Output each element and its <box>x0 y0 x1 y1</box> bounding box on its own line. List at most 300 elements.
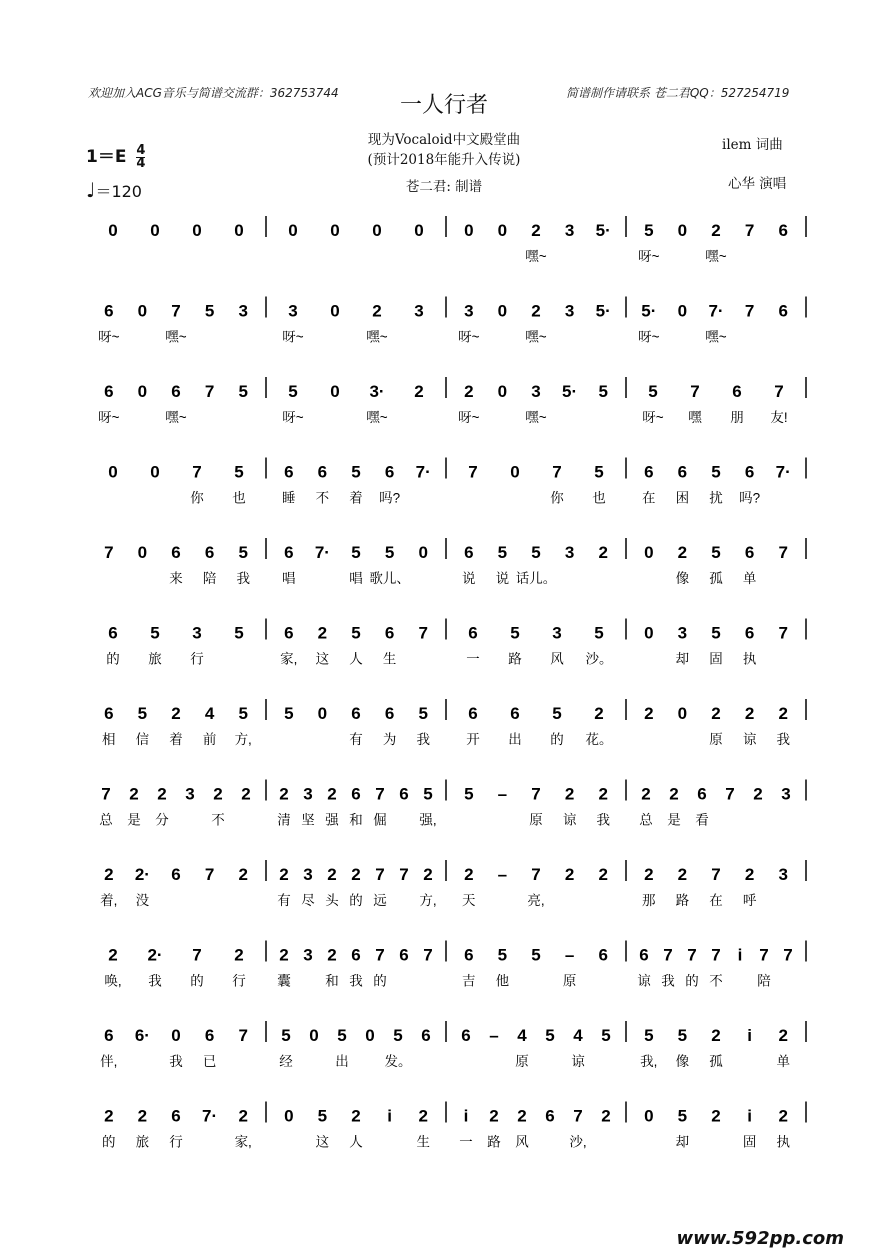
note: 5 <box>150 623 160 643</box>
lyric: 呀~ <box>458 410 480 425</box>
lyric: 生 <box>382 651 397 667</box>
lyric: 行 <box>169 1134 183 1150</box>
note: 6 <box>284 623 294 643</box>
note: 2 <box>327 865 337 884</box>
lyric: 单 <box>742 571 757 586</box>
note: 5 <box>418 704 428 723</box>
note: 7 <box>783 945 793 965</box>
lyric: 我 <box>776 732 790 747</box>
lyric: 谅 <box>571 1054 585 1069</box>
lyric: 清 <box>277 812 291 828</box>
lyric: 开 <box>466 732 480 747</box>
lyric: 这 <box>315 1134 330 1150</box>
lyric: 谅 <box>637 973 651 989</box>
note: 0 <box>330 382 340 401</box>
note: 6 <box>171 543 181 562</box>
note: 2 <box>711 704 721 723</box>
note: 3 <box>238 301 248 321</box>
lyric: 这 <box>315 651 330 667</box>
note: 2 <box>423 865 433 884</box>
lyric: 也 <box>232 490 246 506</box>
note: 3 <box>677 623 688 643</box>
lyric: 不 <box>315 490 330 506</box>
note: 5 <box>711 462 721 482</box>
lyric: 你 <box>190 490 204 506</box>
lyric: 却 <box>675 651 690 667</box>
lyric: 方, <box>234 732 252 747</box>
note: 0 <box>510 462 520 482</box>
lyric: 孤 <box>709 1054 723 1069</box>
lyric: 我 <box>169 1054 183 1069</box>
note: – <box>564 945 575 965</box>
note: 5 <box>137 704 148 723</box>
note: 3 <box>303 865 313 884</box>
note: 2 <box>711 1026 721 1045</box>
arranger-credit: 苍二君: 制谱 <box>405 179 483 195</box>
lyric: 经 <box>279 1054 293 1069</box>
note: 5 <box>317 1106 328 1126</box>
lyric: 分 <box>155 812 169 828</box>
note: i <box>747 1026 752 1045</box>
lyric: 嘿~ <box>165 410 187 425</box>
note: – <box>497 784 508 804</box>
note: 5 <box>711 543 721 562</box>
note: 3 <box>564 543 575 562</box>
lyric: 友! <box>770 410 788 425</box>
note: 7 <box>468 462 478 482</box>
note: 2 <box>641 784 651 804</box>
note: 5 <box>464 784 474 804</box>
note: 3 <box>303 945 313 965</box>
lyric: 说 <box>495 571 510 586</box>
note: 2 <box>157 784 167 804</box>
note: 2 <box>489 1106 499 1126</box>
note: 7 <box>690 382 700 401</box>
lyric: 睡 <box>282 490 296 506</box>
note: 6 <box>384 623 395 643</box>
lyric: 伴, <box>100 1054 118 1069</box>
note: 2 <box>594 704 604 723</box>
note: 2 <box>213 784 223 804</box>
note: 5 <box>711 623 721 643</box>
lyric: 原 <box>515 1054 529 1069</box>
note: 2 <box>598 865 608 884</box>
note: – <box>489 1026 499 1045</box>
lyric: 嘿~ <box>525 249 547 264</box>
note: 2 <box>317 623 328 643</box>
note: 6 <box>468 704 478 723</box>
lyric: 那 <box>642 893 656 908</box>
note: 2 <box>778 1106 788 1126</box>
note: 6 <box>317 462 328 482</box>
note: 0 <box>192 221 202 240</box>
note: 2 <box>644 865 654 884</box>
note: 6 <box>351 945 361 965</box>
note: 0 <box>418 543 428 562</box>
note: 5 <box>644 221 654 240</box>
note: 7 <box>711 945 721 965</box>
lyric: 是 <box>667 812 681 828</box>
note: 5 <box>677 1106 688 1126</box>
lyric: 有 <box>277 893 291 908</box>
note: 6 <box>421 1026 431 1045</box>
note: 5 <box>284 704 294 723</box>
note: 5 <box>393 1026 403 1045</box>
lyric: 嘿~ <box>366 410 388 425</box>
lyric: 来 <box>169 571 183 586</box>
lyric: 行 <box>232 973 246 989</box>
lyric: 单 <box>776 1054 790 1069</box>
lyric: 嘿~ <box>165 329 187 345</box>
note: 0 <box>317 704 328 723</box>
note: 2 <box>711 221 721 240</box>
note: 0 <box>644 1106 654 1126</box>
note: 0 <box>414 221 424 240</box>
lyric: 我 <box>596 812 610 828</box>
note: 2 <box>744 704 755 723</box>
note: 7 <box>552 462 562 482</box>
footer-watermark: www.592pp.com <box>676 1228 844 1249</box>
lyric: 原 <box>709 732 723 747</box>
note: 6 <box>744 543 755 562</box>
note: 7 <box>759 945 769 965</box>
lyric: 的 <box>349 893 363 908</box>
lyric: 和 <box>349 812 363 828</box>
note: 5 <box>594 623 604 643</box>
note: 7 <box>204 382 215 401</box>
note: 5 <box>677 1026 688 1045</box>
lyric: 呼 <box>742 893 757 908</box>
note: 2 <box>601 1106 611 1126</box>
note: 0 <box>464 221 474 240</box>
note: 5 <box>552 704 562 723</box>
lyric: 总 <box>99 812 113 828</box>
note: 6 <box>464 543 474 562</box>
note: 7· <box>708 301 724 321</box>
note: 6 <box>108 623 118 643</box>
lyric: 话儿。 <box>515 571 557 586</box>
note: 2 <box>279 865 289 884</box>
lyric: 头 <box>325 893 339 908</box>
lyric: 嘿~ <box>705 249 727 264</box>
lyric: 我 <box>349 973 363 989</box>
song-title: 一人行者 <box>399 93 488 118</box>
lyric: 风 <box>550 651 564 667</box>
note: 6 <box>545 1106 555 1126</box>
note: 7 <box>204 865 215 884</box>
lyric: 路 <box>487 1134 501 1150</box>
note: 0 <box>309 1026 319 1045</box>
note: 6 <box>399 945 409 965</box>
note: 2 <box>108 945 118 965</box>
note: 0 <box>497 382 508 401</box>
lyric: 旅 <box>135 1134 150 1150</box>
note: 7 <box>418 623 428 643</box>
note: 6 <box>104 301 114 321</box>
lyric: 没 <box>135 893 150 908</box>
lyric: 呀~ <box>282 410 304 425</box>
note: 6 <box>171 382 181 401</box>
note: 6 <box>284 543 294 562</box>
note: 5 <box>648 382 658 401</box>
note: 0 <box>644 543 654 562</box>
note: 7 <box>104 543 114 562</box>
note: 2 <box>517 1106 527 1126</box>
note: 5 <box>497 543 508 562</box>
note: 7 <box>663 945 673 965</box>
note: 6 <box>104 1026 114 1045</box>
note: 5 <box>644 1026 654 1045</box>
time-denominator: 4 <box>136 155 146 171</box>
lyric: 我 <box>416 732 430 747</box>
note: 6 <box>468 623 478 643</box>
note: 3 <box>288 301 298 321</box>
note: 6 <box>598 945 608 965</box>
note: 6 <box>171 865 181 884</box>
quarter-note-icon: ♩ <box>86 178 96 202</box>
note: 6 <box>732 382 742 401</box>
note: 6 <box>171 1106 181 1126</box>
lyric: 嘿~ <box>525 329 547 345</box>
lyric: 花。 <box>585 732 613 747</box>
note: 0 <box>284 1106 294 1126</box>
note: 5 <box>234 623 244 643</box>
note: 5 <box>204 301 215 321</box>
subtitle-line-2: (预计2018年能升入传说) <box>367 152 521 168</box>
time-numerator: 4 <box>136 142 146 158</box>
note: 7 <box>531 865 541 884</box>
key-tonic: 1＝E <box>86 147 127 167</box>
note: 3 <box>531 382 541 401</box>
note: 0 <box>497 221 508 240</box>
lyric: 有 <box>349 732 363 747</box>
lyric: 在 <box>709 893 723 908</box>
note: 2 <box>778 1026 788 1045</box>
note: 2 <box>778 704 788 723</box>
note: 5 <box>510 623 520 643</box>
note: 2 <box>238 1106 248 1126</box>
lyric: 远 <box>373 893 387 908</box>
note: 0 <box>288 221 298 240</box>
lyric: 歌儿、 <box>369 571 410 586</box>
note: 2 <box>564 784 575 804</box>
note: 6 <box>639 945 649 965</box>
note: 2· <box>134 865 150 884</box>
note: 3 <box>552 623 562 643</box>
note: 5· <box>595 301 611 321</box>
note: 2 <box>564 865 575 884</box>
note: 3 <box>414 301 424 321</box>
note: 0 <box>365 1026 375 1045</box>
lyric: 的 <box>102 1134 116 1150</box>
note: 7 <box>192 462 202 482</box>
note: 7 <box>238 1026 248 1045</box>
note: 3 <box>192 623 202 643</box>
note: 0 <box>150 221 160 240</box>
lyric: 家, <box>234 1134 252 1150</box>
lyric: 前 <box>202 732 217 747</box>
note: 7· <box>775 462 791 482</box>
lyric: 天 <box>462 893 476 908</box>
note: 0 <box>677 221 688 240</box>
lyric: 我, <box>640 1054 658 1069</box>
note: 6 <box>744 623 755 643</box>
lyric: 却 <box>675 1134 690 1150</box>
note: 5 <box>384 543 395 562</box>
note: 7 <box>778 623 788 643</box>
note: 2 <box>644 704 654 723</box>
note: i <box>463 1106 469 1126</box>
lyric: 嘿 <box>688 410 702 425</box>
note: 3 <box>781 784 791 804</box>
note: 6 <box>384 462 395 482</box>
note: 6· <box>134 1026 150 1045</box>
lyric: 吗? <box>379 490 401 506</box>
lyric: 呀~ <box>98 329 120 345</box>
note: 7 <box>778 543 788 562</box>
note: 7 <box>687 945 697 965</box>
note: 6 <box>510 704 520 723</box>
lyric: 家, <box>280 651 298 667</box>
lyric: 呀~ <box>458 329 480 345</box>
lyric: 朋 <box>730 410 744 425</box>
note: 7 <box>375 865 385 884</box>
lyric: 唱 <box>282 571 296 586</box>
lyric: 总 <box>639 812 653 828</box>
note: 2 <box>234 945 244 965</box>
note: 5 <box>234 462 244 482</box>
note: 4 <box>573 1026 583 1045</box>
note: 7 <box>375 945 385 965</box>
note: 5 <box>531 543 541 562</box>
note: 6 <box>384 704 395 723</box>
lyric: 呀~ <box>638 249 660 264</box>
lyric: 你 <box>550 490 564 506</box>
lyric: 呀~ <box>282 329 304 345</box>
note: 0 <box>108 462 118 482</box>
note: 2 <box>711 1106 721 1126</box>
note: 5 <box>238 382 248 401</box>
note: 5 <box>351 462 361 482</box>
lyric: 旅 <box>148 651 162 667</box>
note: 6 <box>697 784 707 804</box>
lyric: 已 <box>202 1054 217 1069</box>
note: 2 <box>464 382 474 401</box>
lyric: 说 <box>462 571 476 586</box>
lyric: 坚 <box>301 812 315 828</box>
lyric: 方, <box>419 893 437 908</box>
note: 7 <box>375 784 385 804</box>
note: 2 <box>327 945 337 965</box>
note: 5 <box>423 784 433 804</box>
note: 3 <box>185 784 195 804</box>
lyric: 路 <box>675 893 690 908</box>
lyric: 看 <box>695 812 709 828</box>
note: 6 <box>744 462 755 482</box>
note: 0 <box>330 301 340 321</box>
note: 5 <box>598 382 608 401</box>
lyric: 和 <box>325 973 339 989</box>
lyric: 原 <box>529 812 543 828</box>
note: 5· <box>595 221 611 240</box>
lyric: 不 <box>709 973 723 989</box>
note: 7 <box>774 382 784 401</box>
lyric: 困 <box>675 490 690 506</box>
note: 7 <box>744 221 755 240</box>
lyric: 沙, <box>569 1134 587 1150</box>
lyric: 着, <box>100 893 118 908</box>
lyric: 尽 <box>301 893 315 908</box>
note: 5 <box>497 945 508 965</box>
note: 0 <box>644 623 654 643</box>
note: 5 <box>531 945 541 965</box>
lyric: 他 <box>495 973 510 989</box>
note: 2 <box>677 865 688 884</box>
lyric: 是 <box>127 812 141 828</box>
note: 2 <box>531 221 541 240</box>
lyric: 风 <box>515 1134 529 1150</box>
lyric: 执 <box>776 1134 790 1150</box>
note: 2 <box>137 1106 148 1126</box>
lyric: 嘿~ <box>705 329 727 345</box>
note: 7 <box>725 784 735 804</box>
lyric: 吗? <box>739 490 761 506</box>
lyric: 行 <box>190 651 204 667</box>
note: 4 <box>517 1026 527 1045</box>
note: 6 <box>644 462 654 482</box>
note: 0 <box>137 301 148 321</box>
lyric: 我 <box>661 973 675 989</box>
note: 2 <box>279 784 289 804</box>
note: 0 <box>108 221 118 240</box>
note: 7· <box>202 1106 218 1126</box>
note: 3 <box>464 301 474 321</box>
note: 6 <box>284 462 294 482</box>
note: 0 <box>497 301 508 321</box>
note: 2 <box>129 784 139 804</box>
header-right-note: 简谱制作请联系 苍二君QQ：527254719 <box>566 86 790 100</box>
note: 7 <box>171 301 181 321</box>
note: 6 <box>351 704 361 723</box>
note: 2 <box>104 1106 114 1126</box>
note: 0 <box>137 543 148 562</box>
note: 2 <box>744 865 755 884</box>
note: 2· <box>147 945 163 965</box>
lyric: 信 <box>135 732 150 747</box>
note: 2 <box>418 1106 428 1126</box>
note: 5 <box>601 1026 611 1045</box>
note: 0 <box>137 382 148 401</box>
note: 2 <box>677 543 688 562</box>
note: 5 <box>238 543 248 562</box>
note: 6 <box>351 784 361 804</box>
lyric: 不 <box>211 812 225 828</box>
note: 2 <box>327 784 337 804</box>
lyricist-composer-credit: ilem 词曲 <box>722 137 783 153</box>
note: 7 <box>711 865 721 884</box>
note: 7 <box>399 865 409 884</box>
lyric: 着 <box>349 490 363 506</box>
note: 5 <box>337 1026 347 1045</box>
lyric: 路 <box>508 651 522 667</box>
lyric: 唱 <box>349 571 363 586</box>
note: 6 <box>464 945 474 965</box>
lyric: 的 <box>106 651 120 667</box>
note: 0 <box>171 1026 181 1045</box>
note: 2 <box>464 865 474 884</box>
note: 0 <box>330 221 340 240</box>
note: 7 <box>192 945 202 965</box>
